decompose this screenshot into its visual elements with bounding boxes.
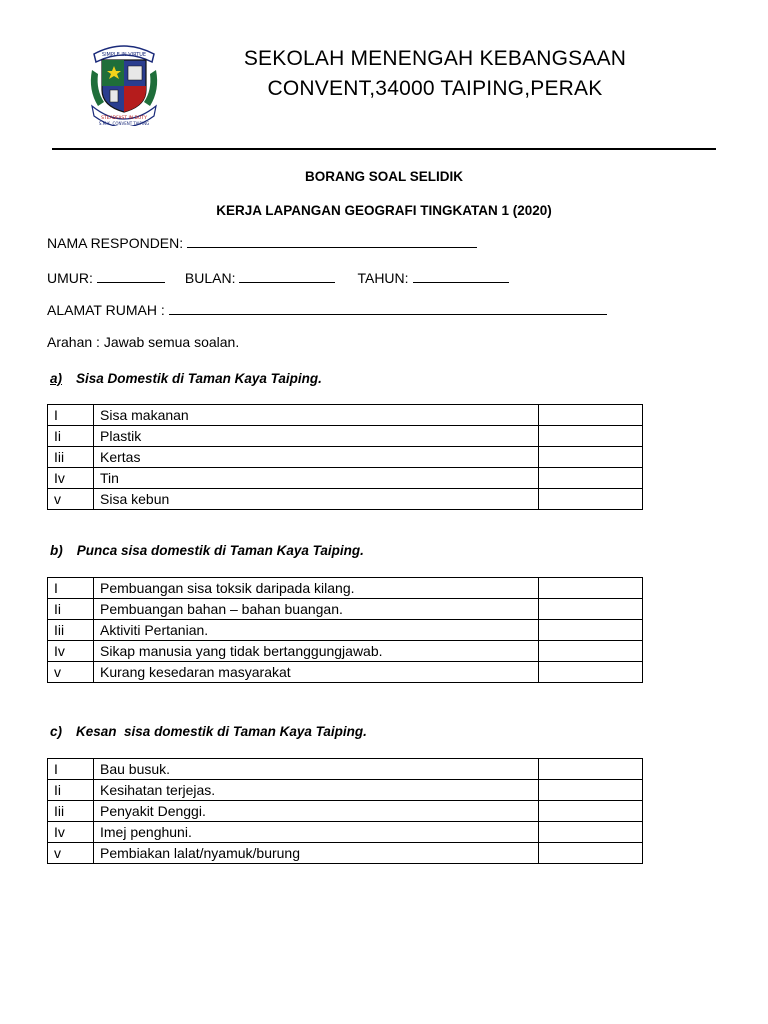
logo-motto-top: SIMPLE IN VIRTUE <box>101 52 147 58</box>
row-item: Kurang kesedaran masyarakat <box>94 662 539 683</box>
section-a-tag: a) <box>50 371 63 386</box>
section-c-table <box>47 758 643 864</box>
row-item: Penyakit Denggi. <box>94 801 539 822</box>
row-item: Pembiakan lalat/nyamuk/burung <box>94 843 539 864</box>
row-item: Aktiviti Pertanian. <box>94 620 539 641</box>
tahun-field[interactable] <box>413 270 509 283</box>
section-b-title: Punca sisa domestik di Taman Kaya Taiping. <box>76 543 364 558</box>
section-c-tag: c) <box>50 724 63 739</box>
table-row <box>48 405 643 426</box>
row-number: v <box>48 843 94 864</box>
row-number: Iii <box>48 801 94 822</box>
row-number: Iv <box>48 641 94 662</box>
row-number: Iv <box>48 822 94 843</box>
row-item: Pembuangan bahan – bahan buangan. <box>94 599 539 620</box>
table-row <box>48 641 643 662</box>
school-line-1: SEKOLAH MENENGAH KEBANGSAAN <box>243 47 627 70</box>
row-number: Ii <box>48 599 94 620</box>
table-row <box>48 468 643 489</box>
section-b-table <box>47 577 643 683</box>
table-row <box>48 620 643 641</box>
answer-cell[interactable] <box>539 599 643 620</box>
header-divider <box>52 148 716 150</box>
row-number: I <box>48 759 94 780</box>
section-a-heading <box>50 371 322 386</box>
answer-cell[interactable] <box>539 426 643 447</box>
school-line-2: CONVENT,34000 TAIPING,PERAK <box>267 77 603 100</box>
section-b-tag: b) <box>50 543 63 558</box>
row-number: Ii <box>48 780 94 801</box>
row-item: Sisa makanan <box>94 405 539 426</box>
alamat-label: ALAMAT RUMAH : <box>47 302 165 318</box>
alamat-field[interactable] <box>169 302 607 315</box>
table-row <box>48 426 643 447</box>
row-number: v <box>48 662 94 683</box>
answer-cell[interactable] <box>539 822 643 843</box>
instruction: Arahan : Jawab semua soalan. <box>47 334 240 350</box>
table-row <box>48 578 643 599</box>
answer-cell[interactable] <box>539 468 643 489</box>
row-item: Plastik <box>94 426 539 447</box>
answer-cell[interactable] <box>539 620 643 641</box>
row-number: Iii <box>48 620 94 641</box>
row-number: v <box>48 489 94 510</box>
nama-label: NAMA RESPONDEN: <box>47 235 184 251</box>
answer-cell[interactable] <box>539 662 643 683</box>
row-item: Tin <box>94 468 539 489</box>
row-number: I <box>48 405 94 426</box>
form-title: BORANG SOAL SELIDIK <box>304 169 463 184</box>
section-c-heading <box>50 724 367 739</box>
school-name <box>200 44 670 104</box>
row-item: Bau busuk. <box>94 759 539 780</box>
answer-cell[interactable] <box>539 405 643 426</box>
table-row <box>48 447 643 468</box>
table-row <box>48 780 643 801</box>
umur-label: UMUR: <box>47 270 93 286</box>
row-number: Ii <box>48 426 94 447</box>
section-a-title: Sisa Domestik di Taman Kaya Taiping. <box>76 371 322 386</box>
nama-field[interactable] <box>187 235 477 248</box>
form-subtitle: KERJA LAPANGAN GEOGRAFI TINGKATAN 1 (2020) <box>216 203 552 218</box>
table-row <box>48 759 643 780</box>
row-item: Kesihatan terjejas. <box>94 780 539 801</box>
answer-cell[interactable] <box>539 489 643 510</box>
bulan-label: BULAN: <box>184 270 236 286</box>
row-item: Pembuangan sisa toksik daripada kilang. <box>94 578 539 599</box>
tahun-label: TAHUN: <box>357 270 409 286</box>
logo-motto-bottom: STEADFAST IN DUTY <box>101 116 147 121</box>
answer-cell[interactable] <box>539 801 643 822</box>
table-row <box>48 662 643 683</box>
answer-cell[interactable] <box>539 578 643 599</box>
row-number: Iv <box>48 468 94 489</box>
answer-cell[interactable] <box>539 843 643 864</box>
table-row <box>48 489 643 510</box>
row-item: Kertas <box>94 447 539 468</box>
umur-field[interactable] <box>97 270 165 283</box>
row-number: Iii <box>48 447 94 468</box>
alamat-row <box>47 302 607 318</box>
row-item: Imej penghuni. <box>94 822 539 843</box>
umur-row <box>47 270 509 286</box>
section-b-heading <box>50 543 364 558</box>
section-a-table <box>47 404 643 510</box>
table-row <box>48 822 643 843</box>
table-row <box>48 801 643 822</box>
logo-school-name: S.M.K. CONVENT TAIPING <box>98 121 150 126</box>
answer-cell[interactable] <box>539 447 643 468</box>
row-item: Sikap manusia yang tidak bertanggungjawab. <box>94 641 539 662</box>
bulan-field[interactable] <box>239 270 335 283</box>
row-number: I <box>48 578 94 599</box>
answer-cell[interactable] <box>539 759 643 780</box>
answer-cell[interactable] <box>539 641 643 662</box>
table-row <box>48 599 643 620</box>
nama-row <box>47 235 477 251</box>
section-c-title: Kesan sisa domestik di Taman Kaya Taiping. <box>76 724 367 739</box>
table-row <box>48 843 643 864</box>
answer-cell[interactable] <box>539 780 643 801</box>
row-item: Sisa kebun <box>94 489 539 510</box>
school-crest-logo <box>88 40 160 126</box>
